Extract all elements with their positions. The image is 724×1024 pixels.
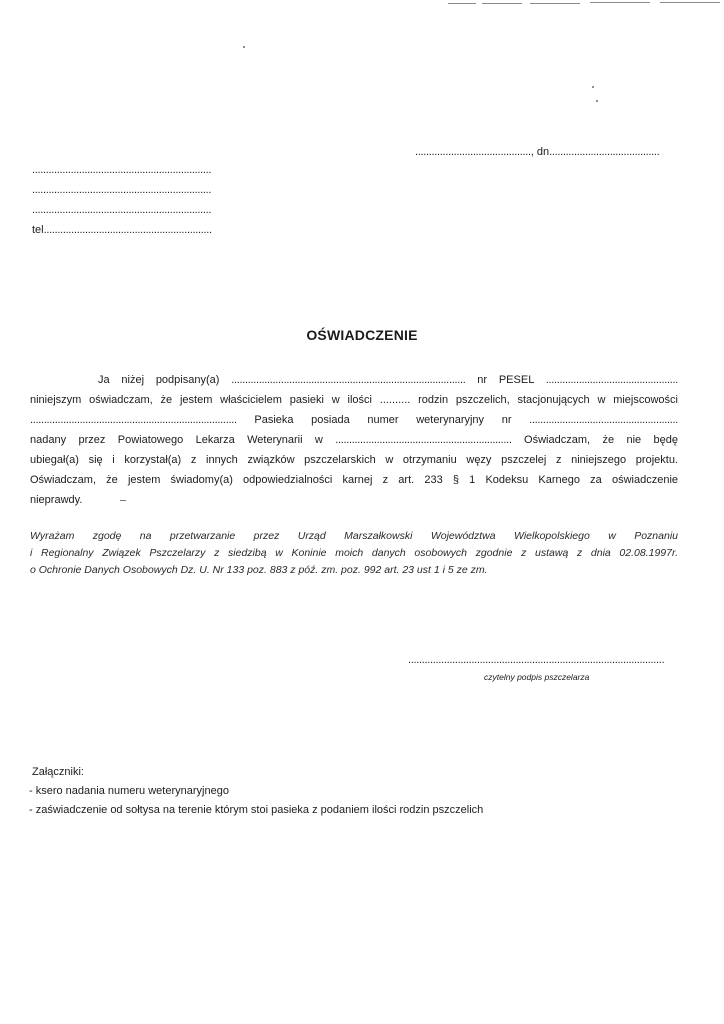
scan-artifact-top-rule-3 xyxy=(530,3,580,4)
declaration-paragraph xyxy=(30,370,678,510)
vet-office-dots: ................................................................ xyxy=(335,434,512,446)
signature-caption: czytelny podpis pszczelarza xyxy=(484,672,590,682)
date-separator: , xyxy=(530,146,537,158)
declaration-name-label: Ja niżej podpisany(a) xyxy=(98,374,232,386)
declaration-line-4 xyxy=(30,430,678,450)
place-dots: .......................................... xyxy=(415,146,531,158)
vet-office-label: nadany przez Powiatowego Lekarza Weterynarii w xyxy=(30,434,336,446)
pesel-label: nr PESEL xyxy=(465,374,546,386)
consent-line-1: Wyrażam zgodę na przetwarzanie przez Urząd Marszałkowski Województwa Wielkopolskiego w Poznaniu xyxy=(30,530,678,542)
phone-line xyxy=(32,224,212,237)
vet-number-dots: ...................................................... xyxy=(529,414,678,426)
consent-line-3: o Ochronie Danych Osobowych Dz. U. Nr 133 poz. 883 z póź. zm. poz. 992 art. 23 ust 1 i 5 ze zm. xyxy=(30,564,488,576)
attachments-heading: Załączniki: xyxy=(32,766,84,778)
scan-artifact-dash xyxy=(120,500,126,501)
scan-artifact-speck-2 xyxy=(596,100,598,102)
date-label: dn xyxy=(536,146,550,158)
page-title: OŚWIADCZENIE xyxy=(306,327,418,343)
pesel-dots: ................................................ xyxy=(545,374,678,386)
place-date-line xyxy=(415,146,659,159)
declaration-line-3 xyxy=(30,410,678,430)
scan-artifact-speck-3 xyxy=(243,46,245,48)
vet-number-label: Pasieka posiada numer weterynaryjny nr xyxy=(236,414,530,426)
signature-dots: ............................................................................................. xyxy=(408,654,665,666)
declaration-line-2: niniejszym oświadczam, że jestem właścicielem pasieki w ilości .......... rodzin pszczelich, stacjonujących w miejscowości xyxy=(30,394,678,406)
address-line-2: ................................................................. xyxy=(32,184,212,196)
date-dots: ........................................ xyxy=(549,146,660,158)
scan-artifact-top-rule-1 xyxy=(448,3,476,4)
phone-label: tel xyxy=(32,224,44,236)
declaration-line-7: nieprawdy. xyxy=(30,494,83,506)
location-dots: ........................................................................... xyxy=(30,414,237,426)
address-line-1: ................................................................. xyxy=(32,164,212,176)
declaration-line-5: ubiegał(a) się i korzystał(a) z innych związków pszczelarskich w otrzymaniu węzy pszczelej z niniejszego projektu. xyxy=(30,454,678,466)
scan-artifact-top-rule-2 xyxy=(482,3,522,4)
declaration-line-4-end: Oświadczam, że nie będę xyxy=(511,434,678,446)
attachment-item: - ksero nadania numeru weterynaryjnego xyxy=(29,785,229,797)
consent-paragraph xyxy=(30,528,678,579)
name-dots: ..................................................................................... xyxy=(231,374,466,386)
declaration-line-6: Oświadczam, że jestem świadomy(a) odpowiedzialności karnej z art. 233 § 1 Kodeksu Karnego za oświadczenie xyxy=(30,474,678,486)
attachment-item: - zaświadczenie od sołtysa na terenie którym stoi pasieka z podaniem ilości rodzin pszczelich xyxy=(29,804,484,816)
consent-line-2: i Regionalny Związek Pszczelarzy z siedzibą w Koninie moich danych osobowych zgodnie z ustawą z dnia 02.08.1997r. xyxy=(30,547,678,559)
scan-artifact-speck-1 xyxy=(592,86,594,88)
address-line-3: ................................................................. xyxy=(32,204,212,216)
scan-artifact-top-rule-4 xyxy=(590,2,650,3)
declaration-line-1 xyxy=(30,370,678,390)
phone-dots: ............................................................. xyxy=(43,224,212,236)
scan-artifact-top-rule-5 xyxy=(660,2,720,3)
